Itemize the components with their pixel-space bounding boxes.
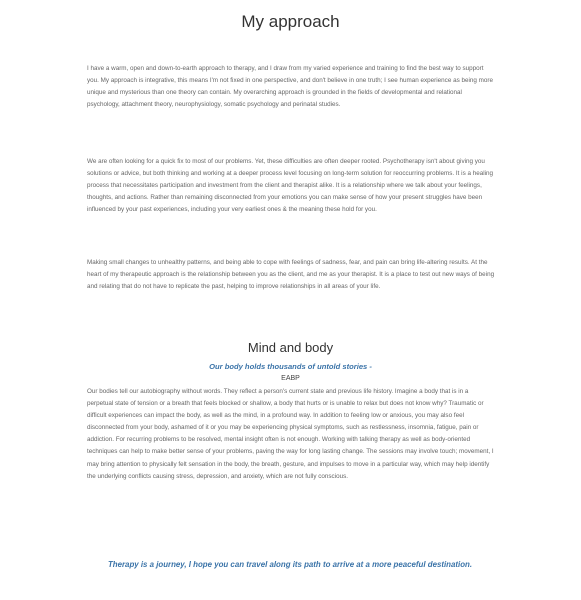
approach-paragraph-2: We are often looking for a quick fix to most of our problems. Yet, these difficulties are often deeper rooted. Psychotherapy isn't about giving you solutions or advice, but both thinking and working at a deeper process level focusing on long-term solution for reoccurring problems. It is a healing process that necessitates participation and investment from the client and therapist alike. It is a relationship where we talk about your feelings, thoughts, and actions. Rather than remaining disconnected from your emotions you can make sense of how your present struggles have been influenced by your past experiences, including your very earliest ones & the meaning these hold for you.: [87, 158, 494, 214]
closing-quote: Therapy is a journey, I hope you can travel along its path to arrive at a more peaceful destination.: [107, 560, 473, 569]
page-title: My approach: [241, 12, 340, 31]
quote-tagline: Our body holds thousands of untold stories -: [209, 362, 372, 371]
quote-attribution: EABP: [281, 375, 300, 382]
mind-body-paragraph: Our bodies tell our autobiography without words. They reflect a person's current state and previous life history. Imagine a body that is in a perpetual state of tension or a breath that feels blocked or shallow, a body that hurts or is unable to relax but does not know why? Traumatic or difficult experiences can impact the body, as well as the mind, in a profound way. In addition to feeling low or anxious, you may also feel disconnected from your body, ashamed of it or you may be experiencing physical symptoms, such as restlessness, insomnia, fatigue, pain or addiction. For recurring problems to be resolved, mental insight often is not enough. Working with talking therapy as well as body-oriented techniques can help to make better sense of your problems, paving the way for long lasting change. The sessions may involve touch; movement, I may bring attention to physically felt sensation in the body, the breath, gesture, and impulses to move in a particular way, which may help identify the underlying conflicts causing stress, depression, and anxiety, which are not fully conscious.: [87, 388, 494, 480]
section-title-mind-body: Mind and body: [247, 340, 334, 355]
approach-paragraph-1: I have a warm, open and down-to-earth approach to therapy, and I draw from my varied experience and training to find the best way to support you. My approach is integrative, this means I'm not fixed in one perspective, and don't believe in one truth; I see human experience as being more unique and mysterious than one theory can contain. My overarching approach is grounded in the fields of developmental and relational psychology, attachment theory, neurophysiology, somatic psychology and perinatal studies.: [87, 65, 493, 109]
approach-paragraph-3: Making small changes to unhealthy patterns, and being able to cope with feelings of sadness, fear, and pain can bring life-altering results. At the heart of my therapeutic approach is the relationship between you as the client, and me as your therapist. It is a place to test out new ways of being and relating that do not have to replicate the past, helping to improve relationships in all areas of your life.: [87, 259, 495, 291]
